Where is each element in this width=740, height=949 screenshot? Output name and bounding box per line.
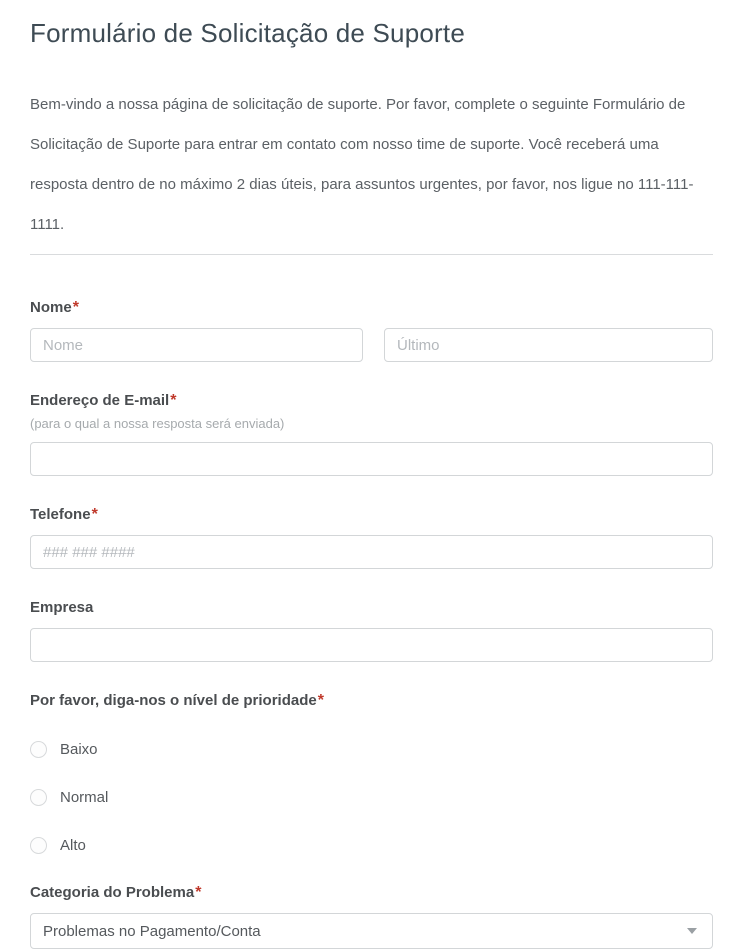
phone-label: Telefone <box>30 506 91 523</box>
priority-field-group <box>30 692 713 854</box>
name-label: Nome <box>30 299 72 316</box>
category-label: Categoria do Problema <box>30 884 195 901</box>
priority-option-baixo[interactable] <box>30 741 713 758</box>
priority-option-label: Alto <box>60 837 86 854</box>
name-field-group <box>30 299 713 362</box>
company-input[interactable] <box>30 628 713 662</box>
name-label-row <box>30 299 713 317</box>
radio-button-icon[interactable] <box>30 837 47 854</box>
priority-option-alto[interactable] <box>30 837 713 854</box>
first-name-input[interactable] <box>30 328 363 362</box>
priority-option-label: Normal <box>60 789 109 806</box>
category-select[interactable] <box>30 913 713 949</box>
intro-text: Bem-vindo a nossa página de solicitação de suporte. Por favor, complete o seguinte Formulário de Solicitação de Suporte para entrar em contato com nosso time de suporte. Você receberá uma resposta dentro de no máximo 2 dias úteis, para assuntos urgentes, por favor, nos ligue no 111-111-1111. <box>30 96 694 233</box>
phone-required-asterisk: * <box>91 506 98 523</box>
page-title: Formulário de Solicitação de Suporte <box>30 18 465 48</box>
name-inputs-row <box>30 328 713 362</box>
email-sublabel: (para o qual a nossa resposta será enviada) <box>30 416 285 431</box>
category-field-group <box>30 884 713 949</box>
email-field-group <box>30 392 713 476</box>
radio-button-icon[interactable] <box>30 741 47 758</box>
category-selected-value: Problemas no Pagamento/Conta <box>43 922 261 940</box>
section-divider <box>30 254 713 255</box>
radio-button-icon[interactable] <box>30 789 47 806</box>
email-label: Endereço de E-mail <box>30 392 170 409</box>
category-label-row <box>30 884 713 902</box>
phone-field-group <box>30 506 713 569</box>
company-field-group <box>30 599 713 662</box>
name-required-asterisk: * <box>72 299 79 316</box>
company-label: Empresa <box>30 599 94 616</box>
category-required-asterisk: * <box>195 884 202 901</box>
priority-option-normal[interactable] <box>30 789 713 806</box>
last-name-input[interactable] <box>384 328 713 362</box>
company-label-row <box>30 599 713 617</box>
chevron-down-icon <box>687 928 697 934</box>
priority-option-label: Baixo <box>60 741 98 758</box>
phone-label-row <box>30 506 713 524</box>
priority-label: Por favor, diga-nos o nível de prioridade <box>30 692 317 709</box>
email-label-row <box>30 392 713 410</box>
priority-required-asterisk: * <box>317 692 324 709</box>
phone-input[interactable] <box>30 535 713 569</box>
priority-label-row <box>30 692 713 710</box>
email-input[interactable] <box>30 442 713 476</box>
email-required-asterisk: * <box>170 392 177 409</box>
